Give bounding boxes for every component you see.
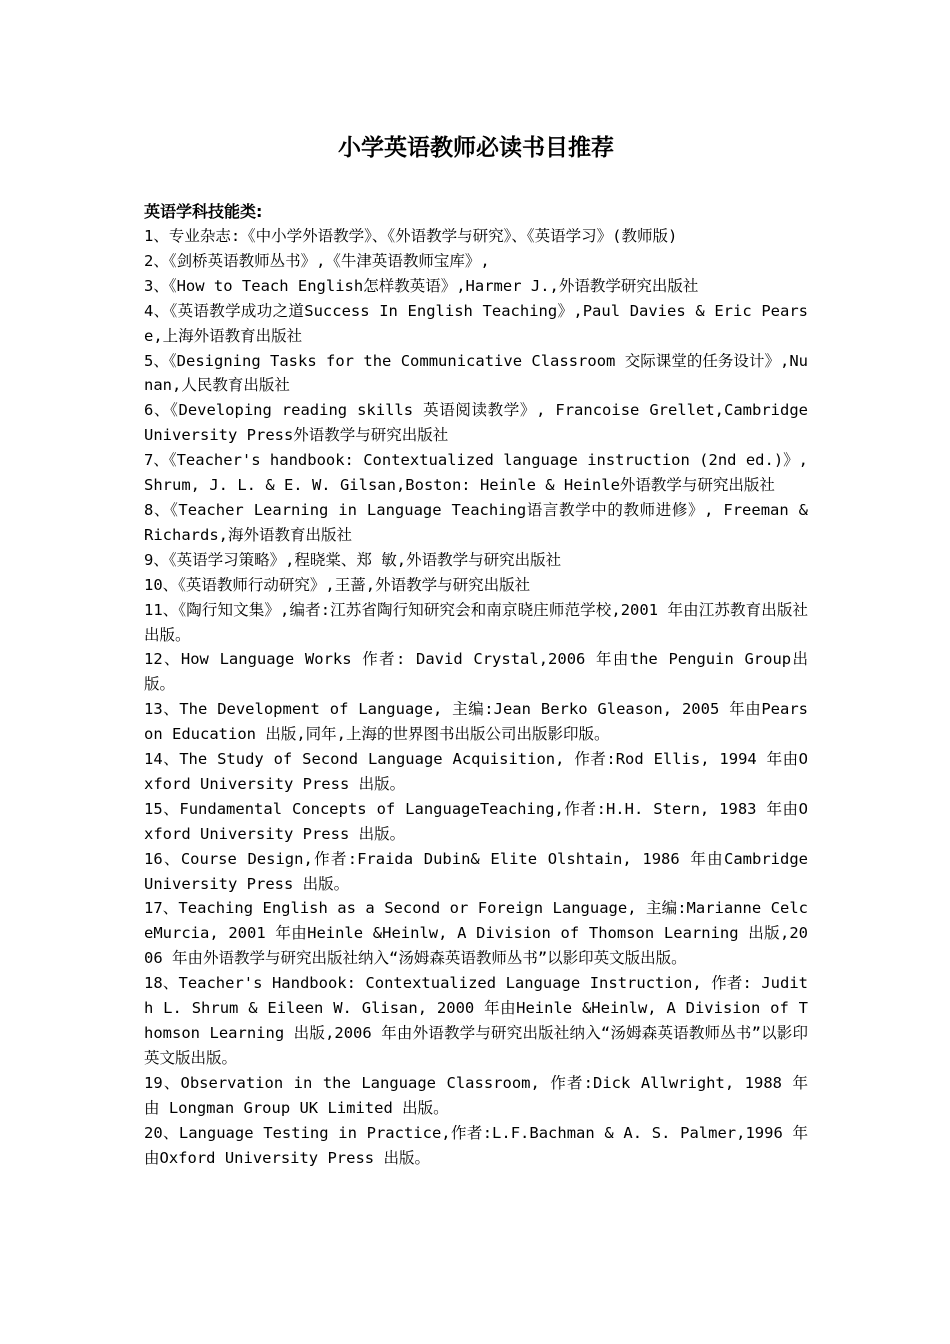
list-item: 14、The Study of Second Language Acquisition, 作者:Rod Ellis, 1994 年由Oxford University Press 出版。 [144, 750, 808, 793]
list-item: 1、专业杂志:《中小学外语教学》、《外语教学与研究》、《英语学习》(教师版) [144, 227, 678, 245]
section-heading: 英语学科技能类: [144, 202, 263, 221]
list-item: 15、Fundamental Concepts of LanguageTeaching,作者:H.H. Stern, 1983 年由Oxford University Press 出版。 [144, 799, 808, 843]
list-item: 20、Language Testing in Practice,作者:L.F.Bachman & A. S. Palmer,1996 年由Oxford University Press 出版。 [144, 1123, 808, 1167]
list-item: 11、《陶行知文集》,编者:江苏省陶行知研究会和南京晓庄师范学校,2001 年由江苏教育出版社出版。 [144, 600, 808, 644]
list-item: 7、《Teacher's handbook: Contextualized language instruction (2nd ed.)》,Shrum, J. L. & E. W. Gilsan,Boston: Heinle & Heinle外语教学与研究出版社 [144, 451, 808, 495]
list-item: 9、《英语学习策略》,程晓棠、郑 敏,外语教学与研究出版社 [144, 550, 562, 569]
list-item: 13、The Development of Language, 主编:Jean Berko Gleason, 2005 年由Pearson Education 出版,同年,上海的世界图书出版公司出版影印版。 [144, 700, 808, 744]
list-item: 18、Teacher's Handbook: Contextualized Language Instruction, 作者: Judith L. Shrum & Eileen W. Glisan, 2000 年由Heinle &Heinlw, A Division of Thomson Learning 出版,2006 年由外语教学与研究出版社纳入“汤姆森英语教师丛书”以影印英文版出版。 [144, 974, 808, 1067]
list-item: 10、《英语教师行动研究》,王蔷,外语教学与研究出版社 [144, 575, 531, 594]
list-item: 16、Course Design,作者:Fraida Dubin& Elite Olshtain, 1986 年由Cambridge University Press 出版。 [144, 849, 808, 893]
list-item: 19、Observation in the Language Classroom, 作者:Dick Allwright, 1988 年由 Longman Group UK Limited 出版。 [144, 1073, 808, 1117]
page-title: 小学英语教师必读书目推荐 [338, 135, 614, 161]
list-item: 5、《Designing Tasks for the Communicative Classroom 交际课堂的任务设计》,Nunan,人民教育出版社 [144, 351, 808, 395]
list-item: 17、Teaching English as a Second or Foreign Language, 主编:Marianne CelceMurcia, 2001 年由Heinle &Heinlw, A Division of Thomson Learning 出版,2006 年由外语教学与研究出版社纳入“汤姆森英语教师丛书”以影印英文版出版。 [144, 899, 808, 968]
list-item: 6、《Developing reading skills 英语阅读教学》, Francoise Grellet,Cambridge University Press外语教学与研究出版社 [144, 401, 808, 445]
list-item: 3、《How to Teach English怎样教英语》,Harmer J.,外语教学研究出版社 [144, 276, 699, 295]
list-item: 2、《剑桥英语教师丛书》,《牛津英语教师宝库》, [144, 251, 490, 270]
list-item: 8、《Teacher Learning in Language Teaching语言教学中的教师进修》, Freeman & Richards,海外语教育出版社 [144, 500, 808, 544]
list-item: 12、How Language Works 作者: David Crystal,2006 年由the Penguin Group出版。 [144, 650, 808, 694]
list-item: 4、《英语教学成功之道Success In English Teaching》,Paul Davies & Eric Pearse,上海外语教育出版社 [144, 301, 808, 345]
book-list [144, 224, 808, 1170]
